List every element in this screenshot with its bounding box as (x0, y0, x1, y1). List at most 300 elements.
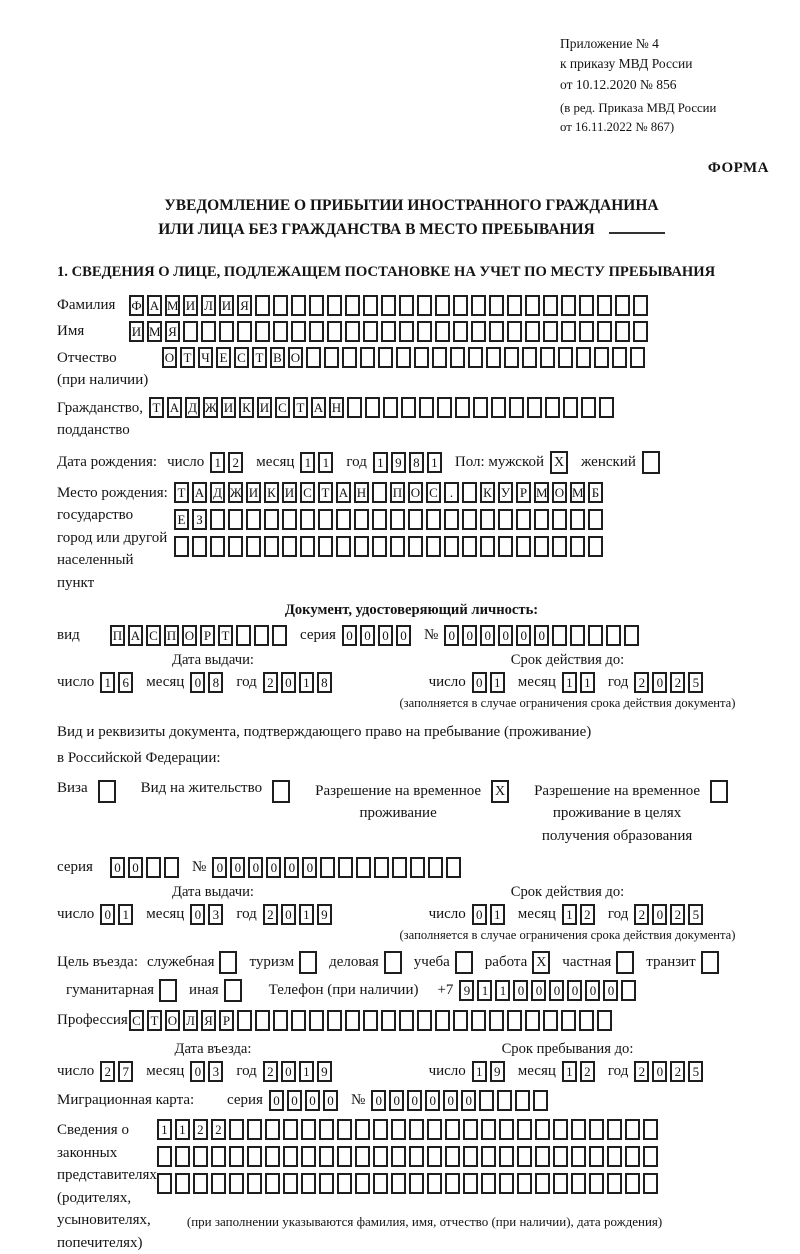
char-cell[interactable]: Т (318, 482, 333, 503)
char-cell[interactable] (471, 1010, 486, 1031)
char-cell[interactable] (273, 295, 288, 316)
char-cell[interactable] (473, 397, 488, 418)
char-cell[interactable]: П (390, 482, 405, 503)
char-cell[interactable]: 0 (652, 672, 667, 693)
char-cell[interactable]: 0 (230, 857, 245, 878)
female-checkbox[interactable] (642, 451, 663, 474)
char-cell[interactable]: С (234, 347, 249, 368)
char-cell[interactable] (535, 1119, 550, 1140)
char-cell[interactable] (471, 295, 486, 316)
char-cell[interactable] (453, 1010, 468, 1031)
doc-number-boxes[interactable] (444, 625, 642, 646)
char-cell[interactable] (455, 951, 473, 974)
char-cell[interactable]: И (246, 482, 261, 503)
stay-month[interactable] (562, 1061, 598, 1082)
char-cell[interactable]: 8 (409, 452, 424, 473)
char-cell[interactable] (210, 536, 225, 557)
char-cell[interactable] (571, 1173, 586, 1194)
char-cell[interactable] (183, 321, 198, 342)
char-cell[interactable] (453, 295, 468, 316)
char-cell[interactable] (337, 1146, 352, 1167)
char-cell[interactable]: 9 (317, 1061, 332, 1082)
char-cell[interactable]: 0 (531, 980, 546, 1001)
char-cell[interactable]: С (275, 397, 290, 418)
char-cell[interactable] (309, 295, 324, 316)
char-cell[interactable] (463, 1119, 478, 1140)
char-cell[interactable] (525, 295, 540, 316)
char-cell[interactable] (633, 295, 648, 316)
char-cell[interactable] (345, 295, 360, 316)
birth-place-boxes-row3[interactable] (174, 536, 606, 557)
permit-series-boxes[interactable] (110, 857, 182, 878)
char-cell[interactable]: А (192, 482, 207, 503)
char-cell[interactable] (499, 1119, 514, 1140)
char-cell[interactable]: 0 (652, 904, 667, 925)
char-cell[interactable]: 1 (318, 452, 333, 473)
char-cell[interactable]: 2 (634, 1061, 649, 1082)
birth-year-boxes[interactable] (373, 452, 445, 473)
char-cell[interactable]: И (221, 397, 236, 418)
char-cell[interactable] (399, 295, 414, 316)
char-cell[interactable]: 1 (490, 904, 505, 925)
char-cell[interactable] (378, 347, 393, 368)
char-cell[interactable] (414, 347, 429, 368)
char-cell[interactable] (435, 295, 450, 316)
char-cell[interactable]: 2 (263, 904, 278, 925)
char-cell[interactable] (552, 625, 567, 646)
char-cell[interactable]: Ч (198, 347, 213, 368)
char-cell[interactable]: 0 (603, 980, 618, 1001)
char-cell[interactable] (264, 509, 279, 530)
purpose-work-checkbox[interactable] (532, 951, 553, 974)
char-cell[interactable] (336, 536, 351, 557)
char-cell[interactable]: Я (201, 1010, 216, 1031)
char-cell[interactable] (710, 780, 728, 803)
char-cell[interactable]: 1 (299, 904, 314, 925)
char-cell[interactable] (517, 1119, 532, 1140)
char-cell[interactable]: 0 (371, 1090, 386, 1111)
char-cell[interactable]: Л (183, 1010, 198, 1031)
char-cell[interactable] (581, 397, 596, 418)
char-cell[interactable] (373, 1146, 388, 1167)
char-cell[interactable] (354, 509, 369, 530)
char-cell[interactable]: О (288, 347, 303, 368)
char-cell[interactable] (588, 536, 603, 557)
char-cell[interactable] (621, 980, 636, 1001)
doc-series-boxes[interactable] (342, 625, 414, 646)
char-cell[interactable]: Т (293, 397, 308, 418)
representatives-boxes-row1[interactable] (157, 1119, 662, 1140)
char-cell[interactable]: Р (219, 1010, 234, 1031)
char-cell[interactable]: К (480, 482, 495, 503)
char-cell[interactable]: 9 (459, 980, 474, 1001)
char-cell[interactable] (355, 1146, 370, 1167)
char-cell[interactable] (224, 979, 242, 1002)
migration-number-boxes[interactable] (371, 1090, 551, 1111)
char-cell[interactable] (229, 1119, 244, 1140)
char-cell[interactable]: 0 (190, 1061, 205, 1082)
char-cell[interactable]: И (219, 295, 234, 316)
char-cell[interactable] (373, 1119, 388, 1140)
char-cell[interactable]: 9 (490, 1061, 505, 1082)
char-cell[interactable] (579, 295, 594, 316)
char-cell[interactable]: С (426, 482, 441, 503)
char-cell[interactable] (533, 1090, 548, 1111)
char-cell[interactable] (571, 1146, 586, 1167)
permit-issue-day[interactable] (100, 904, 136, 925)
char-cell[interactable] (471, 321, 486, 342)
char-cell[interactable] (570, 536, 585, 557)
identity-issue-month[interactable] (190, 672, 226, 693)
char-cell[interactable] (247, 1173, 262, 1194)
char-cell[interactable]: 1 (373, 452, 388, 473)
char-cell[interactable]: 0 (516, 625, 531, 646)
char-cell[interactable] (561, 1010, 576, 1031)
char-cell[interactable] (272, 780, 290, 803)
char-cell[interactable]: 2 (670, 904, 685, 925)
char-cell[interactable]: 1 (427, 452, 442, 473)
char-cell[interactable]: 2 (193, 1119, 208, 1140)
char-cell[interactable]: 0 (287, 1090, 302, 1111)
char-cell[interactable]: 1 (562, 1061, 577, 1082)
char-cell[interactable]: 2 (211, 1119, 226, 1140)
char-cell[interactable]: О (408, 482, 423, 503)
char-cell[interactable] (319, 1146, 334, 1167)
char-cell[interactable] (391, 1146, 406, 1167)
char-cell[interactable] (299, 951, 317, 974)
char-cell[interactable]: 5 (688, 1061, 703, 1082)
char-cell[interactable] (444, 536, 459, 557)
char-cell[interactable] (355, 1173, 370, 1194)
citizenship-boxes[interactable] (149, 397, 617, 418)
char-cell[interactable] (265, 1119, 280, 1140)
char-cell[interactable] (607, 1173, 622, 1194)
char-cell[interactable] (175, 1173, 190, 1194)
char-cell[interactable] (553, 1173, 568, 1194)
char-cell[interactable] (229, 1173, 244, 1194)
char-cell[interactable] (282, 536, 297, 557)
char-cell[interactable] (552, 509, 567, 530)
char-cell[interactable]: 0 (462, 625, 477, 646)
char-cell[interactable]: . (444, 482, 459, 503)
char-cell[interactable]: 0 (190, 904, 205, 925)
char-cell[interactable]: Р (200, 625, 215, 646)
char-cell[interactable] (417, 321, 432, 342)
char-cell[interactable]: А (128, 625, 143, 646)
purpose-official-checkbox[interactable] (219, 951, 240, 974)
char-cell[interactable] (522, 347, 537, 368)
char-cell[interactable]: 5 (688, 904, 703, 925)
identity-issue-year[interactable] (263, 672, 335, 693)
stay-day[interactable] (472, 1061, 508, 1082)
char-cell[interactable] (597, 1010, 612, 1031)
char-cell[interactable] (525, 321, 540, 342)
char-cell[interactable] (589, 1119, 604, 1140)
char-cell[interactable]: Т (174, 482, 189, 503)
char-cell[interactable] (427, 1173, 442, 1194)
char-cell[interactable] (306, 347, 321, 368)
char-cell[interactable] (445, 1119, 460, 1140)
char-cell[interactable] (563, 397, 578, 418)
char-cell[interactable]: 1 (157, 1119, 172, 1140)
representatives-boxes-row2[interactable] (157, 1146, 662, 1167)
purpose-tourism-checkbox[interactable] (299, 951, 320, 974)
char-cell[interactable] (273, 321, 288, 342)
char-cell[interactable]: 0 (498, 625, 513, 646)
char-cell[interactable] (527, 397, 542, 418)
char-cell[interactable]: 2 (670, 1061, 685, 1082)
char-cell[interactable] (427, 1146, 442, 1167)
char-cell[interactable] (543, 295, 558, 316)
char-cell[interactable]: О (165, 1010, 180, 1031)
char-cell[interactable] (516, 509, 531, 530)
char-cell[interactable]: 1 (300, 452, 315, 473)
char-cell[interactable] (301, 1119, 316, 1140)
birth-place-boxes-row2[interactable] (174, 509, 606, 530)
char-cell[interactable]: О (552, 482, 567, 503)
char-cell[interactable] (157, 1146, 172, 1167)
birth-month-boxes[interactable] (300, 452, 336, 473)
char-cell[interactable]: И (129, 321, 144, 342)
char-cell[interactable] (255, 1010, 270, 1031)
char-cell[interactable] (309, 321, 324, 342)
char-cell[interactable]: П (164, 625, 179, 646)
char-cell[interactable]: 0 (472, 904, 487, 925)
char-cell[interactable]: 0 (534, 625, 549, 646)
char-cell[interactable] (435, 1010, 450, 1031)
char-cell[interactable] (384, 951, 402, 974)
char-cell[interactable]: О (162, 347, 177, 368)
char-cell[interactable] (264, 536, 279, 557)
char-cell[interactable]: И (282, 482, 297, 503)
char-cell[interactable]: 0 (323, 1090, 338, 1111)
char-cell[interactable] (291, 295, 306, 316)
profession-boxes[interactable] (129, 1010, 615, 1031)
char-cell[interactable] (381, 321, 396, 342)
identity-valid-day[interactable] (472, 672, 508, 693)
given-name-boxes[interactable] (129, 321, 651, 342)
char-cell[interactable]: 0 (407, 1090, 422, 1111)
char-cell[interactable]: 2 (263, 1061, 278, 1082)
purpose-humanitarian-checkbox[interactable] (159, 979, 180, 1002)
char-cell[interactable]: Т (149, 397, 164, 418)
char-cell[interactable] (597, 321, 612, 342)
char-cell[interactable]: 0 (461, 1090, 476, 1111)
char-cell[interactable] (615, 321, 630, 342)
char-cell[interactable]: А (167, 397, 182, 418)
char-cell[interactable] (479, 1090, 494, 1111)
char-cell[interactable] (462, 482, 477, 503)
char-cell[interactable] (426, 509, 441, 530)
representatives-boxes-row3[interactable] (157, 1173, 662, 1194)
char-cell[interactable] (336, 509, 351, 530)
char-cell[interactable] (497, 1090, 512, 1111)
char-cell[interactable] (633, 321, 648, 342)
purpose-transit-checkbox[interactable] (701, 951, 722, 974)
char-cell[interactable] (174, 536, 189, 557)
migration-series-boxes[interactable] (269, 1090, 341, 1111)
char-cell[interactable] (643, 1173, 658, 1194)
char-cell[interactable] (300, 536, 315, 557)
char-cell[interactable] (491, 397, 506, 418)
char-cell[interactable] (255, 295, 270, 316)
identity-issue-day[interactable] (100, 672, 136, 693)
char-cell[interactable] (427, 1119, 442, 1140)
char-cell[interactable] (498, 509, 513, 530)
char-cell[interactable] (624, 625, 639, 646)
char-cell[interactable]: 9 (317, 904, 332, 925)
char-cell[interactable] (228, 536, 243, 557)
char-cell[interactable]: 0 (281, 904, 296, 925)
entry-month[interactable] (190, 1061, 226, 1082)
char-cell[interactable] (237, 1010, 252, 1031)
char-cell[interactable]: 3 (208, 1061, 223, 1082)
char-cell[interactable]: Т (252, 347, 267, 368)
char-cell[interactable] (561, 295, 576, 316)
char-cell[interactable] (515, 1090, 530, 1111)
char-cell[interactable] (265, 1146, 280, 1167)
char-cell[interactable] (392, 857, 407, 878)
char-cell[interactable]: Т (147, 1010, 162, 1031)
char-cell[interactable]: 0 (378, 625, 393, 646)
char-cell[interactable]: 1 (562, 904, 577, 925)
char-cell[interactable] (320, 857, 335, 878)
char-cell[interactable]: 1 (490, 672, 505, 693)
char-cell[interactable] (219, 951, 237, 974)
char-cell[interactable]: 2 (670, 672, 685, 693)
char-cell[interactable]: 8 (208, 672, 223, 693)
char-cell[interactable]: 1 (100, 672, 115, 693)
char-cell[interactable] (553, 1146, 568, 1167)
char-cell[interactable] (273, 1010, 288, 1031)
char-cell[interactable] (489, 1010, 504, 1031)
birth-place-boxes-row1[interactable] (174, 482, 606, 503)
char-cell[interactable]: Ж (228, 482, 243, 503)
char-cell[interactable] (553, 1119, 568, 1140)
char-cell[interactable]: О (182, 625, 197, 646)
char-cell[interactable] (373, 1173, 388, 1194)
char-cell[interactable]: X (550, 451, 568, 474)
char-cell[interactable] (435, 321, 450, 342)
char-cell[interactable] (607, 1146, 622, 1167)
char-cell[interactable]: М (570, 482, 585, 503)
char-cell[interactable]: А (336, 482, 351, 503)
char-cell[interactable] (265, 1173, 280, 1194)
char-cell[interactable] (283, 1173, 298, 1194)
char-cell[interactable] (516, 536, 531, 557)
char-cell[interactable]: 7 (118, 1061, 133, 1082)
char-cell[interactable] (428, 857, 443, 878)
char-cell[interactable]: 1 (477, 980, 492, 1001)
char-cell[interactable]: 0 (342, 625, 357, 646)
char-cell[interactable] (324, 347, 339, 368)
char-cell[interactable]: 0 (212, 857, 227, 878)
char-cell[interactable]: М (534, 482, 549, 503)
char-cell[interactable]: 2 (634, 672, 649, 693)
char-cell[interactable] (607, 1119, 622, 1140)
char-cell[interactable] (327, 1010, 342, 1031)
char-cell[interactable] (318, 509, 333, 530)
char-cell[interactable]: Д (185, 397, 200, 418)
char-cell[interactable] (570, 625, 585, 646)
char-cell[interactable] (599, 397, 614, 418)
char-cell[interactable]: Я (165, 321, 180, 342)
char-cell[interactable]: Я (237, 295, 252, 316)
char-cell[interactable] (211, 1173, 226, 1194)
char-cell[interactable] (390, 509, 405, 530)
char-cell[interactable] (445, 1173, 460, 1194)
char-cell[interactable]: 5 (688, 672, 703, 693)
permit-issue-year[interactable] (263, 904, 335, 925)
birth-day-boxes[interactable] (210, 452, 246, 473)
char-cell[interactable] (229, 1146, 244, 1167)
char-cell[interactable] (576, 347, 591, 368)
char-cell[interactable] (481, 1146, 496, 1167)
char-cell[interactable] (372, 536, 387, 557)
char-cell[interactable] (383, 397, 398, 418)
char-cell[interactable] (193, 1146, 208, 1167)
char-cell[interactable] (486, 347, 501, 368)
char-cell[interactable] (426, 536, 441, 557)
char-cell[interactable] (318, 536, 333, 557)
char-cell[interactable]: К (264, 482, 279, 503)
char-cell[interactable] (625, 1146, 640, 1167)
char-cell[interactable] (481, 1173, 496, 1194)
temp-residence-checkbox[interactable] (491, 780, 512, 803)
char-cell[interactable] (327, 321, 342, 342)
char-cell[interactable] (157, 1173, 172, 1194)
char-cell[interactable]: Д (210, 482, 225, 503)
char-cell[interactable]: Е (216, 347, 231, 368)
char-cell[interactable] (390, 536, 405, 557)
char-cell[interactable] (616, 951, 634, 974)
char-cell[interactable] (228, 509, 243, 530)
char-cell[interactable]: З (192, 509, 207, 530)
char-cell[interactable]: Ж (203, 397, 218, 418)
char-cell[interactable] (410, 857, 425, 878)
char-cell[interactable] (391, 1173, 406, 1194)
char-cell[interactable] (201, 321, 216, 342)
char-cell[interactable]: 1 (562, 672, 577, 693)
identity-valid-year[interactable] (634, 672, 706, 693)
char-cell[interactable] (468, 347, 483, 368)
char-cell[interactable] (543, 321, 558, 342)
char-cell[interactable] (432, 347, 447, 368)
char-cell[interactable] (543, 1010, 558, 1031)
char-cell[interactable]: 0 (472, 672, 487, 693)
char-cell[interactable] (327, 295, 342, 316)
char-cell[interactable] (444, 509, 459, 530)
char-cell[interactable] (561, 321, 576, 342)
char-cell[interactable] (381, 295, 396, 316)
char-cell[interactable] (588, 625, 603, 646)
char-cell[interactable]: Т (218, 625, 233, 646)
char-cell[interactable] (589, 1146, 604, 1167)
char-cell[interactable]: 0 (110, 857, 125, 878)
char-cell[interactable] (579, 321, 594, 342)
char-cell[interactable] (408, 536, 423, 557)
char-cell[interactable] (509, 397, 524, 418)
char-cell[interactable] (396, 347, 411, 368)
char-cell[interactable]: И (183, 295, 198, 316)
char-cell[interactable]: К (239, 397, 254, 418)
char-cell[interactable]: 6 (118, 672, 133, 693)
char-cell[interactable] (507, 295, 522, 316)
char-cell[interactable] (579, 1010, 594, 1031)
char-cell[interactable] (570, 509, 585, 530)
char-cell[interactable] (236, 625, 251, 646)
patronymic-boxes[interactable] (162, 347, 648, 368)
